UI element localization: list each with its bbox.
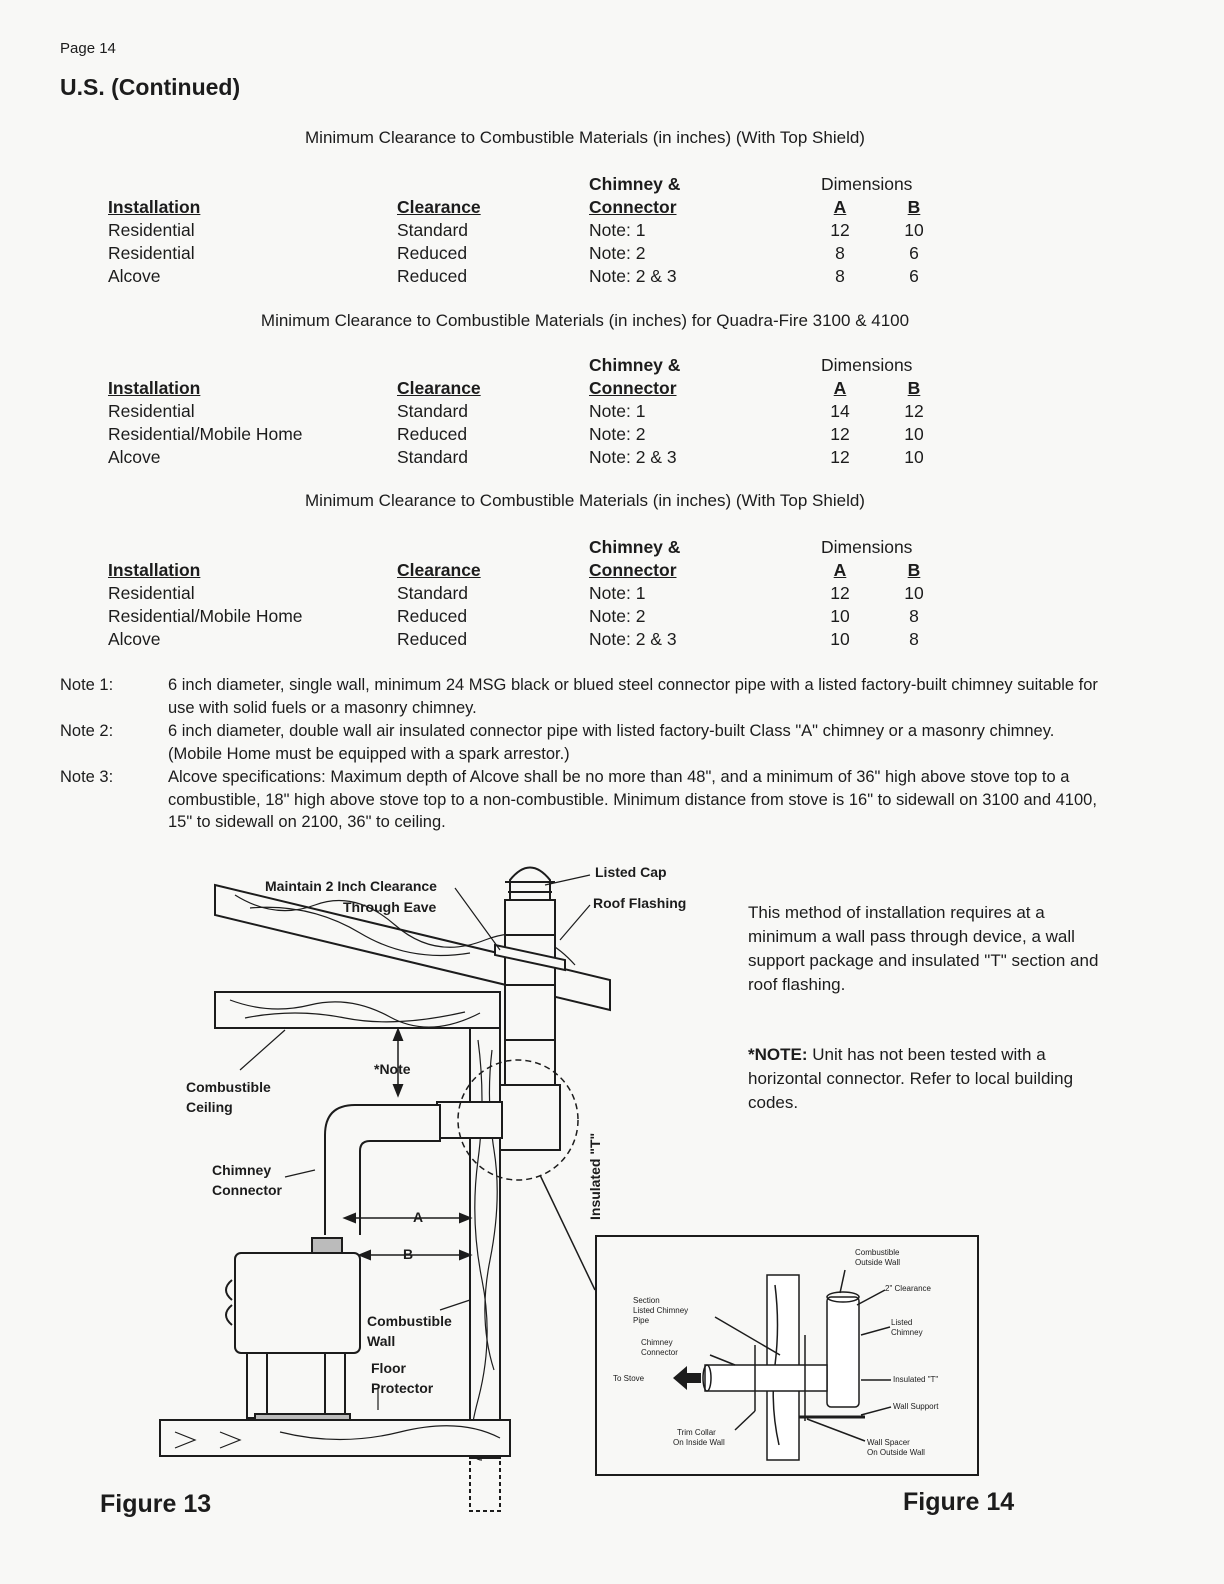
detail-connector <box>705 1365 827 1391</box>
table-cell: Reduced <box>397 629 468 649</box>
note-label: Note 1: <box>60 676 114 694</box>
table-header: A <box>833 197 847 217</box>
table-header: B <box>907 378 921 398</box>
table-1-col-installation <box>108 196 200 288</box>
callout: Outside Wall <box>855 1258 901 1267</box>
callout: Trim Collar <box>677 1428 716 1437</box>
table-cell: Alcove <box>108 447 161 467</box>
table-cell: Standard <box>397 401 469 421</box>
callout-cap: Listed Cap <box>595 864 667 880</box>
note-label: Note 3: <box>60 768 114 786</box>
table-cell: 10 <box>830 606 850 626</box>
table-cell: Note: 2 <box>589 606 646 626</box>
table-header: A <box>833 560 847 580</box>
table-cell: 8 <box>835 243 845 263</box>
figure-14-label: Figure 14 <box>903 1488 1015 1516</box>
callout: Listed <box>891 1318 913 1327</box>
table-cell: Residential/Mobile Home <box>108 606 303 626</box>
callout: Connector <box>641 1348 678 1357</box>
table-1-col-a <box>822 196 858 288</box>
table-cell: Note: 2 <box>589 424 646 444</box>
table-cell: Reduced <box>397 606 468 626</box>
callout: On Inside Wall <box>673 1438 725 1447</box>
table-header-dimensions: Dimensions <box>821 537 913 557</box>
callout: Pipe <box>633 1316 650 1325</box>
table-3-caption: Minimum Clearance to Combustible Materials (in inches) (With Top Shield) <box>305 491 865 510</box>
callout: On Outside Wall <box>867 1448 925 1457</box>
table-cell: 12 <box>830 220 850 240</box>
foundation <box>470 1456 500 1511</box>
table-header: Connector <box>589 197 677 217</box>
table-cell: Residential <box>108 243 195 263</box>
callout: Listed Chimney <box>633 1306 689 1315</box>
dimension-b-label: B <box>403 1246 414 1262</box>
table-3-col-clearance <box>397 559 481 651</box>
callout: Wall Spacer <box>867 1438 910 1447</box>
callout: Wall Support <box>893 1402 939 1411</box>
table-cell: 10 <box>904 424 924 444</box>
callout-insulated-t: Insulated "T" <box>587 1132 603 1220</box>
callout-ceiling: Ceiling <box>186 1099 233 1115</box>
listed-cap <box>510 868 550 901</box>
callout-flashing: Roof Flashing <box>593 895 687 911</box>
table-3-col-a <box>822 559 858 651</box>
installation-method-text: This method of installation requires at a minimum a wall pass through device, a wall support package and insulated "T" section and roof flashing. <box>748 903 1099 994</box>
leader-line <box>545 875 590 885</box>
insulated-t-section <box>500 1085 560 1150</box>
notes <box>60 674 1110 835</box>
table-3-col-chimney <box>589 536 680 651</box>
table-header: Clearance <box>397 197 481 217</box>
table-cell: 10 <box>904 220 924 240</box>
table-header: Clearance <box>397 560 481 580</box>
table-header: Installation <box>108 560 201 580</box>
dimension-a-label: A <box>413 1209 424 1225</box>
callout-ceiling: Combustible <box>186 1079 271 1095</box>
callout-floor: Floor <box>371 1360 406 1376</box>
callout-connector: Connector <box>212 1182 282 1198</box>
table-cell: 10 <box>904 583 924 603</box>
table-header: Connector <box>589 378 677 398</box>
section-title: U.S. (Continued) <box>60 74 241 100</box>
table-cell: Note: 1 <box>589 583 646 603</box>
callout: Combustible <box>855 1248 900 1257</box>
table-2-col-a <box>822 377 858 469</box>
table-cell: Note: 1 <box>589 401 646 421</box>
table-header: Chimney & <box>589 174 681 194</box>
table-cell: 6 <box>909 266 919 286</box>
callout-wall: Wall <box>367 1333 396 1349</box>
note-text: 6 inch diameter, single wall, minimum 24 MSG black or blued steel connector pipe with a listed factory-built chimney suitable for use with solid fuels or a masonry chimney. <box>168 676 1098 717</box>
callout-eave: Through Eave <box>343 899 437 915</box>
leader-line <box>455 888 500 950</box>
table-header: Installation <box>108 197 201 217</box>
horizontal-connector-note <box>748 1043 1108 1115</box>
stove-collar <box>312 1238 342 1253</box>
table-cell: 10 <box>904 447 924 467</box>
table-cell: 12 <box>830 424 850 444</box>
note-label: *NOTE: <box>748 1045 808 1064</box>
table-cell: Note: 2 & 3 <box>589 447 677 467</box>
table-cell: 6 <box>909 243 919 263</box>
table-cell: 12 <box>830 583 850 603</box>
table-cell: Standard <box>397 220 469 240</box>
leader-line <box>285 1170 315 1177</box>
floor-protector <box>255 1414 350 1420</box>
table-header-dimensions: Dimensions <box>821 355 913 375</box>
table-2-col-chimney <box>589 354 680 469</box>
floor <box>160 1420 510 1456</box>
table-cell: 8 <box>909 606 919 626</box>
note-label: Note 2: <box>60 722 114 740</box>
table-header: A <box>833 378 847 398</box>
table-cell: Alcove <box>108 266 161 286</box>
table-cell: 12 <box>904 401 924 421</box>
table-1-caption: Minimum Clearance to Combustible Materials (in inches) (With Top Shield) <box>305 128 865 147</box>
table-1-col-clearance <box>397 196 481 288</box>
detail-listed-chimney <box>827 1297 859 1407</box>
table-header: Installation <box>108 378 201 398</box>
stove-leg <box>247 1353 267 1418</box>
leader-line <box>560 905 590 940</box>
table-cell: Residential <box>108 220 195 240</box>
callout: Chimney <box>891 1328 923 1337</box>
callout: Chimney <box>641 1338 673 1347</box>
table-cell: Standard <box>397 583 469 603</box>
callout-eave: Maintain 2 Inch Clearance <box>265 878 437 894</box>
table-cell: 8 <box>835 266 845 286</box>
leader-line <box>440 1300 470 1310</box>
note-3 <box>60 766 1110 834</box>
table-header: Chimney & <box>589 537 681 557</box>
table-cell: Reduced <box>397 243 468 263</box>
table-cell: Note: 2 <box>589 243 646 263</box>
table-header: B <box>907 197 921 217</box>
table-cell: Residential <box>108 583 195 603</box>
note-text: Unit has not been tested with a horizontal connector. Refer to local building codes. <box>748 1045 1074 1112</box>
callout-wall: Combustible <box>367 1313 452 1329</box>
table-2-col-clearance <box>397 377 481 469</box>
table-header: B <box>907 560 921 580</box>
callout: To Stove <box>613 1374 645 1383</box>
stove-body <box>235 1253 360 1353</box>
table-header: Clearance <box>397 378 481 398</box>
callout: 2" Clearance <box>885 1284 931 1293</box>
callout: Section <box>633 1296 660 1305</box>
stove-leg <box>325 1353 345 1418</box>
leader-line <box>240 1030 285 1070</box>
table-cell: 10 <box>830 629 850 649</box>
table-2-caption: Minimum Clearance to Combustible Materials (in inches) for Quadra-Fire 3100 & 4100 <box>260 311 910 330</box>
stove-handle <box>226 1280 232 1325</box>
table-2-col-installation <box>108 377 303 469</box>
callout-note: *Note <box>374 1061 411 1077</box>
page-number: Page 14 <box>60 40 116 57</box>
callout-connector: Chimney <box>212 1162 272 1178</box>
figure-13-label: Figure 13 <box>100 1490 212 1518</box>
combustible-wall <box>470 1028 500 1458</box>
note-2 <box>60 720 1110 765</box>
table-header: Chimney & <box>589 355 681 375</box>
table-1-col-chimney <box>589 173 680 288</box>
table-cell: Reduced <box>397 424 468 444</box>
table-1-col-b <box>896 196 932 288</box>
callout: Insulated "T" <box>893 1375 939 1384</box>
table-3-col-b <box>896 559 932 651</box>
table-header-dimensions: Dimensions <box>821 174 913 194</box>
wall-pass-through <box>437 1102 502 1138</box>
note-1 <box>60 674 1110 719</box>
figure-14-detail <box>595 1235 980 1477</box>
note-text: 6 inch diameter, double wall air insulated connector pipe with listed factory-built Class "A" chimney or a masonry chimney. (Mobile Home must be equipped with a spark arrestor.) <box>168 722 1055 763</box>
table-cell: Reduced <box>397 266 468 286</box>
table-cell: 14 <box>830 401 850 421</box>
table-2-col-b <box>896 377 932 469</box>
table-cell: Note: 2 & 3 <box>589 266 677 286</box>
table-cell: Residential <box>108 401 195 421</box>
callout-floor: Protector <box>371 1380 434 1396</box>
table-cell: 12 <box>830 447 850 467</box>
table-cell: Residential/Mobile Home <box>108 424 303 444</box>
note-text: Alcove specifications: Maximum depth of Alcove shall be no more than 48", and a minimum of 36" high above stove top to a combustible, 18" high above stove top to a non-combustible. Minimum distance from stove is 16" to sidewall on 3100 and 4100, 15" to sidewall on 2100, 36" to ceiling. <box>168 768 1097 831</box>
table-cell: 8 <box>909 629 919 649</box>
table-cell: Alcove <box>108 629 161 649</box>
table-cell: Note: 2 & 3 <box>589 629 677 649</box>
table-cell: Standard <box>397 447 469 467</box>
table-3-col-installation <box>108 559 303 651</box>
table-header: Connector <box>589 560 677 580</box>
table-cell: Note: 1 <box>589 220 646 240</box>
listed-chimney <box>505 900 555 1100</box>
